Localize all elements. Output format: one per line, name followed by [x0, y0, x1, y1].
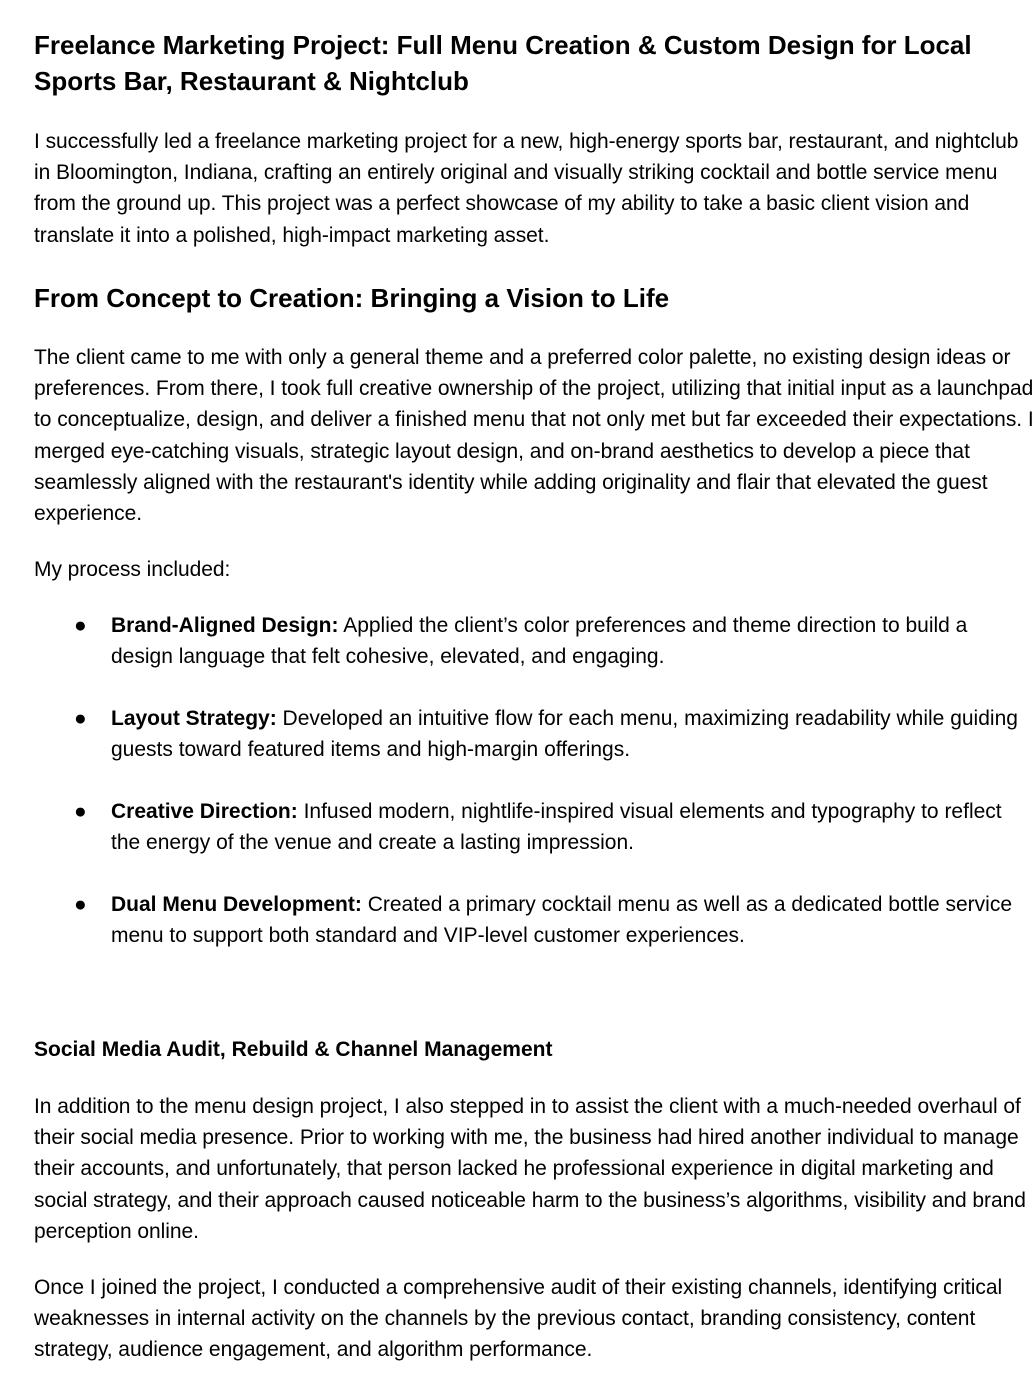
section-heading-concept: From Concept to Creation: Bringing a Vision to Life [34, 283, 670, 313]
list-item-term: Creative Direction: [111, 800, 298, 823]
social-paragraph-2: Once I joined the project, I conducted a comprehensive audit of their existing channels, identifying critical weaknesses in internal activity on the channels by the previous contact, branding consistency, content strategy, audience engagement, and algorithm performance. [34, 1276, 1003, 1362]
list-item-text: Applied the client’s color preferences and theme direction to build a design language that felt cohesive, elevated, and engaging. [111, 614, 968, 669]
list-item-term: Layout Strategy: [111, 707, 277, 730]
bullet-icon: ● [74, 614, 87, 637]
list-item-term: Dual Menu Development: [111, 893, 362, 916]
concept-paragraph: The client came to me with only a general theme and a preferred color palette, no existing design ideas or preferences. From there, I took full creative ownership of the project, utilizing that initial input as a launchpad to conceptualize, design, and deliver a finished menu that not only met but far exceeded their expectations. I merged eye-catching visuals, strategic layout design, and on-brand aesthetics to develop a piece that seamlessly aligned with the restaurant's identity while adding originality and flair that elevated the guest experience. [34, 346, 1034, 526]
intro-paragraph: I successfully led a freelance marketing project for a new, high-energy sports bar, restaurant, and nightclub in Bloomington, Indiana, crafting an entirely original and visually striking cocktail and bottle service menu from the ground up. This project was a perfect showcase of my ability to take a basic client vision and translate it into a polished, high-impact marketing asset. [34, 130, 1019, 247]
list-item-text: Infused modern, nightlife-inspired visual elements and typography to reflect the energy of the venue and create a lasting impression. [111, 800, 1002, 855]
list-item-text: Developed an intuitive flow for each menu, maximizing readability while guiding guests toward featured items and high-margin offerings. [111, 707, 1018, 762]
bullet-icon: ● [74, 893, 87, 916]
process-intro: My process included: [34, 558, 231, 581]
list-item-term: Brand-Aligned Design: [111, 614, 339, 637]
section-heading-social: Social Media Audit, Rebuild & Channel Management [34, 1038, 553, 1061]
bullet-icon: ● [74, 707, 87, 730]
document-title: Freelance Marketing Project: Full Menu Creation & Custom Design for Local Sports Bar, Restaurant & Nightclub [34, 30, 972, 96]
list-item-text: Created a primary cocktail menu as well as a dedicated bottle service menu to support both standard and VIP-level customer experiences. [111, 893, 1013, 948]
social-paragraph-1: In addition to the menu design project, I also stepped in to assist the client with a much-needed overhaul of their social media presence. Prior to working with me, the business had hired another individual to manage their accounts, and unfortunately, that person lacked he professional experience in digital marketing and social strategy, and their approach caused noticeable harm to the business’s algorithms, visibility and brand perception online. [34, 1095, 1026, 1243]
bullet-icon: ● [74, 800, 87, 823]
